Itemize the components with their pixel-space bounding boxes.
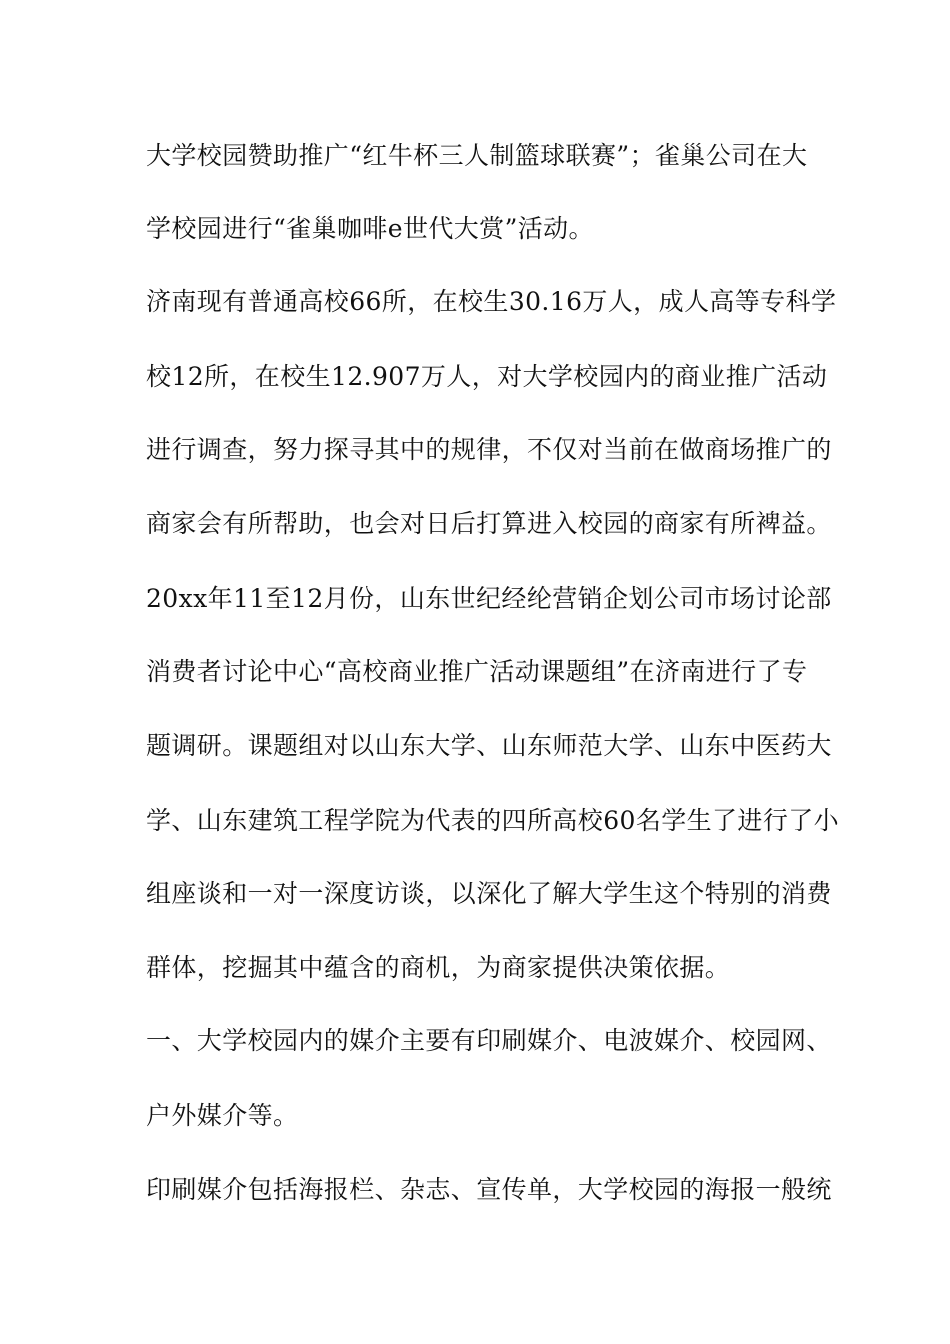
text-line-2: 学校园进行“雀巢咖啡e世代大赏”活动。 bbox=[146, 214, 594, 243]
text-line-14: 户外媒介等。 bbox=[146, 1101, 299, 1130]
text-line-10: 学、山东建筑工程学院为代表的四所高校60名学生了进行了小 bbox=[146, 806, 840, 835]
text-line-12: 群体，挖掘其中蕴含的商机，为商家提供决策依据。 bbox=[146, 953, 731, 982]
text-line-15: 印刷媒介包括海报栏、杂志、宣传单，大学校园的海报一般统 bbox=[146, 1175, 832, 1204]
text-line-6: 商家会有所帮助，也会对日后打算进入校园的商家有所裨益。 bbox=[146, 509, 832, 538]
text-line-8: 消费者讨论中心“高校商业推广活动课题组”在济南进行了专 bbox=[146, 657, 808, 686]
text-line-1: 大学校园赞助推广“红牛杯三人制篮球联赛”；雀巢公司在大 bbox=[146, 141, 808, 170]
text-line-3: 济南现有普通高校66所，在校生30.16万人，成人高等专科学 bbox=[146, 287, 837, 316]
text-line-9: 题调研。课题组对以山东大学、山东师范大学、山东中医药大 bbox=[146, 731, 832, 760]
text-line-11: 组座谈和一对一深度访谈，以深化了解大学生这个特别的消费 bbox=[146, 879, 832, 908]
text-line-13: 一、大学校园内的媒介主要有印刷媒介、电波媒介、校园网、 bbox=[146, 1026, 832, 1055]
text-line-7: 20xx年11至12月份，山东世纪经纶营销企划公司市场讨论部 bbox=[146, 584, 832, 613]
text-line-5: 进行调查，努力探寻其中的规律，不仅对当前在做商场推广的 bbox=[146, 435, 832, 464]
text-line-4: 校12所，在校生12.907万人，对大学校园内的商业推广活动 bbox=[146, 362, 828, 391]
